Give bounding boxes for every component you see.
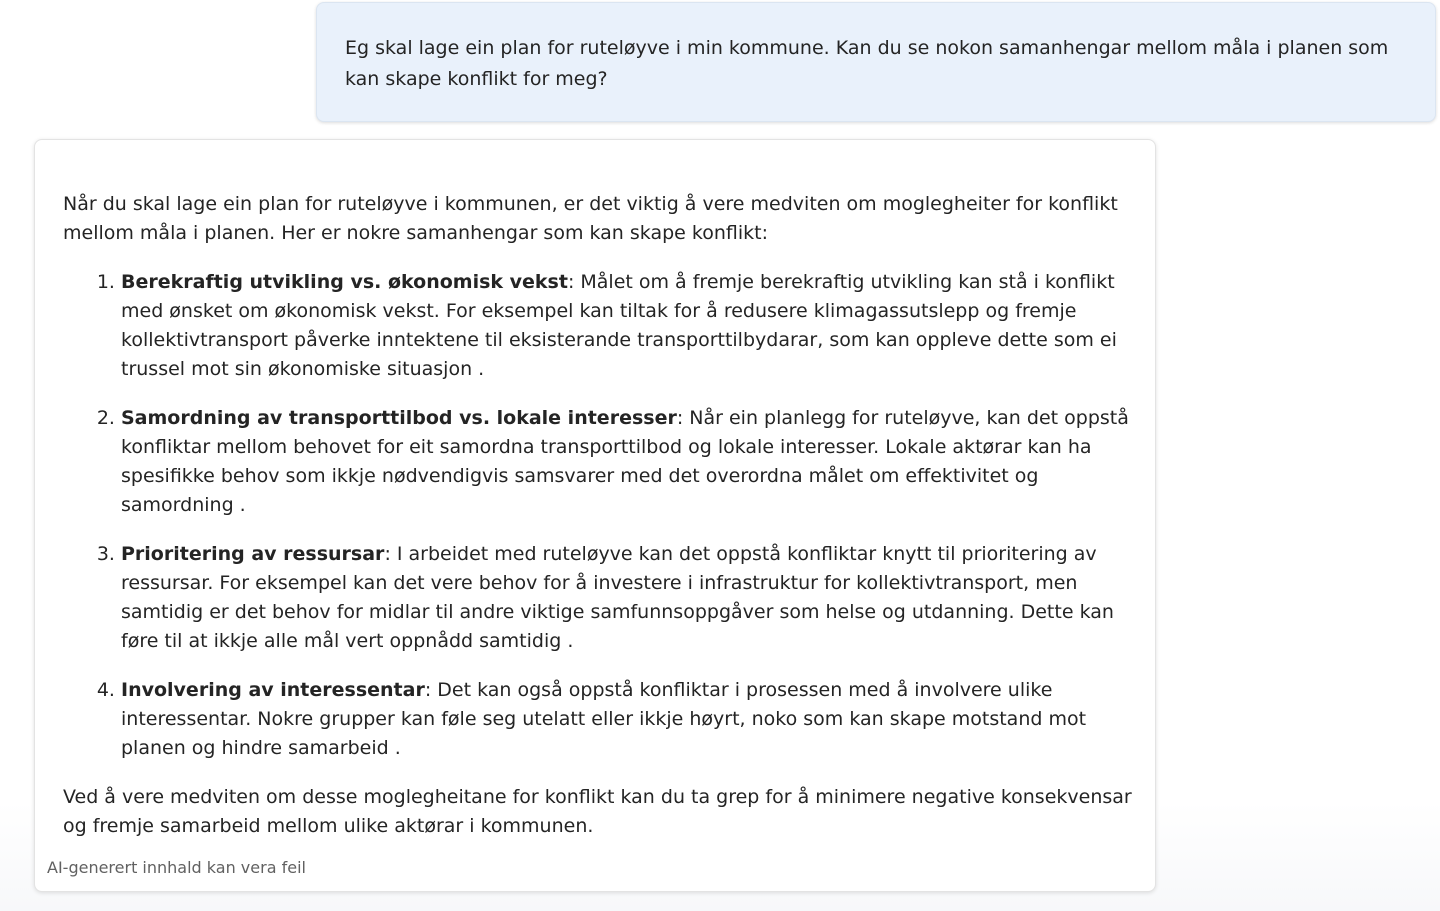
assistant-message-body — [63, 190, 1133, 841]
list-item-title: Prioritering av ressursar — [121, 543, 385, 565]
list-item-title: Samordning av transporttilbod vs. lokale interesser — [121, 407, 677, 429]
ai-disclaimer: AI-generert innhald kan vera feil — [47, 858, 306, 877]
list-item-title: Involvering av interessentar — [121, 679, 425, 701]
list-item — [121, 540, 1133, 656]
list-item — [121, 268, 1133, 384]
list-item-title: Berekraftig utvikling vs. økonomisk vekst — [121, 271, 568, 293]
list-item-text: : Målet om å fremje berekraftig utvikling kan stå i konflikt med ønsket om økonomisk vekst. For eksempel kan tiltak for å redusere klimagassutslepp og fremje kollektivtransport påverke inntektene til eksisterande transporttilbydarar, som kan oppleve dette som ei trussel mot sin økonomiske situasjon . — [121, 271, 1117, 380]
assistant-message-card — [34, 139, 1156, 892]
list-item-text: : Det kan også oppstå konfliktar i prosessen med å involvere ulike interessentar. Nokre grupper kan føle seg utelatt eller ikkje høyrt, noko som kan skape motstand mot planen og hindre samarbeid . — [121, 679, 1087, 759]
assistant-intro-text: Når du skal lage ein plan for ruteløyve i kommunen, er det viktig å vere medviten om moglegheiter for konflikt mellom måla i planen. Her er nokre samanhengar som kan skape konflikt: — [63, 193, 1118, 244]
assistant-outro-text: Ved å vere medviten om desse moglegheitane for konflikt kan du ta grep for å minimere negative konsekvensar og fremje samarbeid mellom ulike aktørar i kommunen. — [63, 786, 1132, 837]
list-item-text: : Når ein planlegg for ruteløyve, kan det oppstå konfliktar mellom behovet for eit samordna transporttilbod og lokale interesser. Lokale aktørar kan ha spesifikke behov som ikkje nødvendigvis samsvarer med det overordna målet om effektivitet og samordning . — [121, 407, 1129, 516]
list-item-text: : I arbeidet med ruteløyve kan det oppstå konfliktar knytt til prioritering av ressursar. For eksempel kan det vere behov for å investere i infrastruktur for kollektivtransport, men samtidig er det behov for midlar til andre viktige samfunnsoppgåver som helse og utdanning. Dette kan føre til at ikkje alle mål vert oppnådd samtidig . — [121, 543, 1114, 652]
list-item — [121, 676, 1133, 763]
conflict-list — [63, 268, 1133, 763]
list-item — [121, 404, 1133, 520]
user-message-text: Eg skal lage ein plan for ruteløyve i min kommune. Kan du se nokon samanhengar mellom måla i planen som kan skape konflikt for meg? — [345, 37, 1389, 90]
user-message-bubble — [316, 2, 1436, 122]
